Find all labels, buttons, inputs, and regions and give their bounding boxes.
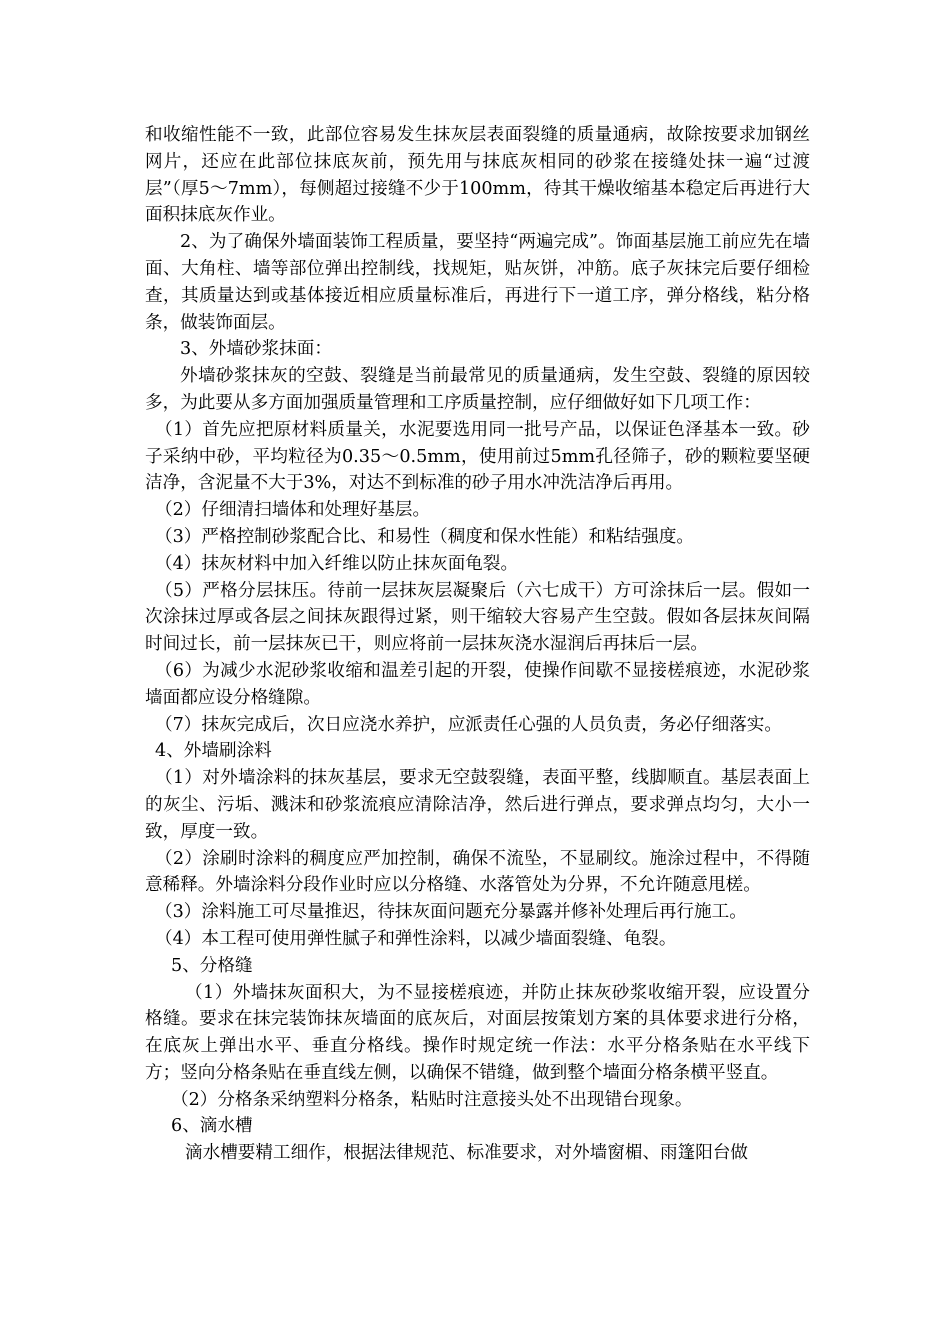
list-item: （7）抹灰完成后，次日应浇水养护，应派责任心强的人员负责，务必仔细落实。 [155,714,782,735]
section-heading: 3、外墙砂浆抹面： [180,339,332,360]
list-item: （2）仔细清扫墙体和处理好基层。 [155,500,431,521]
paragraph: 和收缩性能不一致，此部位容易发生抹灰层表面裂缝的质量通病，故除按要求加钢丝网片，还应在此部位抹底灰前，预先用与抹底灰相同的砂浆在接缝处抹一遍“过渡层”（厚5～7mm），每侧超过接缝不少于100mm，待其干燥收缩基本稳定后再进行大面积抹底灰作业。 [145,125,810,226]
section-heading: 5、分格缝 [171,955,253,976]
list-item: （4）抹灰材料中加入纤维以防止抹灰面龟裂。 [155,553,519,574]
list-item: （1）外墙抹灰面积大，为不显接槎痕迹，并防止抹灰砂浆收缩开裂，应设置分格缝。要求在抹完装饰抹灰墙面的底灰后，对面层按策划方案的具体要求进行分格，在底灰上弹出水平、垂直分格线。操作时规定统一作法：水平分格条贴在水平线下方；竖向分格条贴在垂直线左侧，以确保不错缝，做到整个墙面分格条横平竖直。 [145,982,810,1083]
list-item: （3）涂料施工可尽量推迟，待抹灰面问题充分暴露并修补处理后再行施工。 [155,902,747,923]
paragraph: 滴水槽要精工细作，根据法律规范、标准要求，对外墙窗楣、雨篷阳台做 [185,1143,749,1164]
list-item: （6）为减少水泥砂浆收缩和温差引起的开裂，使操作间歇不显接槎痕迹，水泥砂浆墙面都应设分格缝隙。 [145,660,810,708]
section-heading: 6、滴水槽 [171,1116,253,1137]
paragraph: 外墙砂浆抹灰的空鼓、裂缝是当前最常见的质量通病，发生空鼓、裂缝的原因较多，为此要从多方面加强质量管理和工序质量控制，应仔细做好如下几项工作： [145,366,810,413]
paragraph: 2、为了确保外墙面装饰工程质量，要坚持“两遍完成”。饰面基层施工前应先在墙面、大角柱、墙等部位弹出控制线，找规矩，贴灰饼，冲筋。底子灰抹完后要仔细检查，其质量达到或基体接近相应质量标准后，再进行下一道工序，弹分格线，粘分格条，做装饰面层。 [145,232,810,333]
list-item: （5）严格分层抹压。待前一层抹灰层凝聚后（六七成干）方可涂抹后一层。假如一次涂抹过厚或各层之间抹灰跟得过紧，则干缩较大容易产生空鼓。假如各层抹灰间隔时间过长，前一层抹灰已干，则应将前一层抹灰浇水湿润后再抹后一层。 [145,580,810,655]
document-body [145,122,810,1167]
list-item: （1）对外墙涂料的抹灰基层，要求无空鼓裂缝，表面平整，线脚顺直。基层表面上的灰尘、污垢、溅沫和砂浆流痕应清除洁净，然后进行弹点，要求弹点均匀，大小一致，厚度一致。 [145,768,810,842]
section-heading: 4、外墙刷涂料 [155,741,272,762]
list-item: （3）严格控制砂浆配合比、和易性（稠度和保水性能）和粘结强度。 [155,526,695,547]
list-item: （4）本工程可使用弹性腻子和弹性涂料，以减少墙面裂缝、龟裂。 [155,928,677,949]
list-item: （2）分格条采纳塑料分格条，粘贴时注意接头处不出现错台现象。 [171,1089,693,1110]
list-item: （2）涂刷时涂料的稠度应严加控制，确保不流坠，不显刷纹。施涂过程中，不得随意稀释。外墙涂料分段作业时应以分格缝、水落管处为分界，不允许随意甩槎。 [145,848,810,896]
list-item: （1）首先应把原材料质量关，水泥要选用同一批号产品，以保证色泽基本一致。砂子采纳中砂，平均粒径为0.35～0.5mm，使用前过5mm孔径筛子，砂的颗粒要坚硬洁净，含泥量不大于3%，对达不到标准的砂子用水冲洗洁净后再用。 [145,419,810,494]
